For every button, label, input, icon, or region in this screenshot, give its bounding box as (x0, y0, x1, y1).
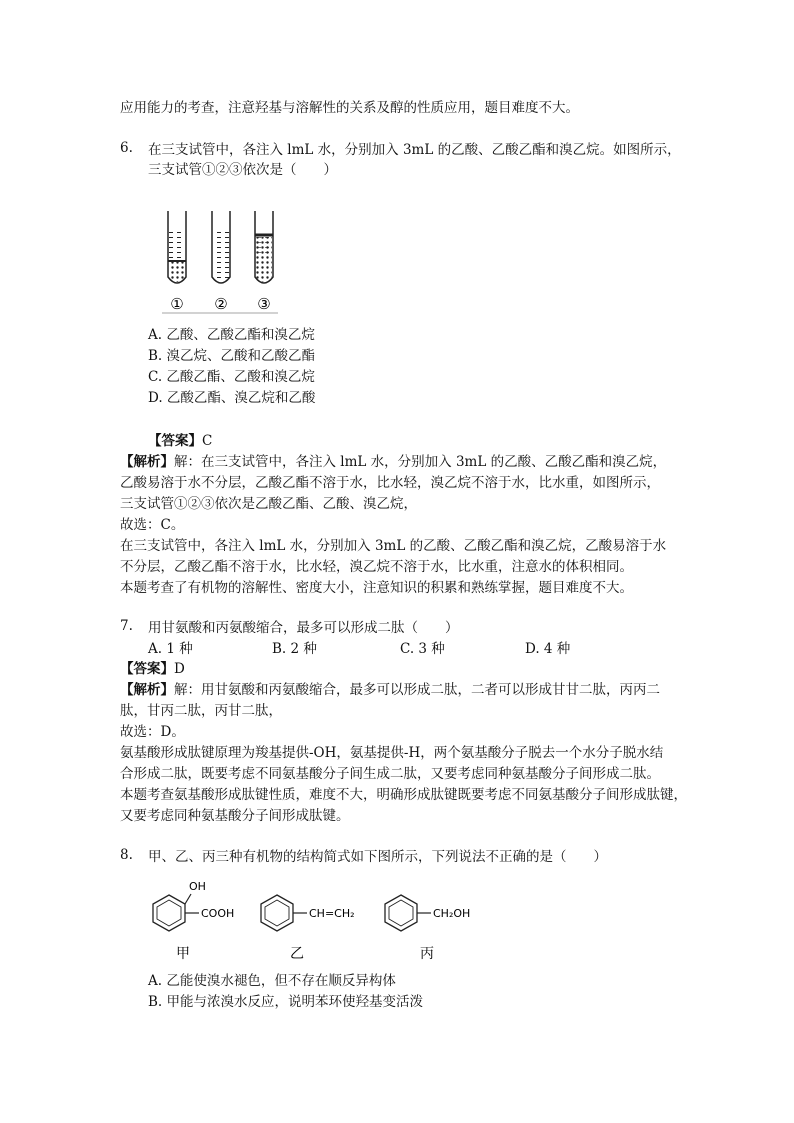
q8-option-a: A. 乙能使溴水褪色，但不存在顺反异构体 (148, 973, 396, 989)
q6-number: 6. (120, 140, 133, 156)
q6-answer-tag: 【答案】 (148, 433, 202, 449)
q7-stem: 用甘氨酸和丙氨酸缩合，最多可以形成二肽（ ） (148, 620, 459, 636)
q6-analysis-line3: 三支试管①②③依次是乙酸乙酯、乙酸、溴乙烷， (120, 496, 417, 512)
q8-number: 8. (120, 847, 133, 863)
q6-stem-line1: 在三支试管中，各注入 lmL 水，分别加入 3mL 的乙酸、乙酸乙酯和溴乙烷。如图所示， (148, 142, 681, 158)
q7-analysis-line3: 故选：D。 (120, 724, 185, 740)
q6-answer (148, 431, 212, 451)
structures-figure (145, 876, 485, 966)
q7-analysis-line6: 本题考查氨基酸形成肽键性质，难度不大，明确形成肽键既要考虑不同氨基酸分子间形成肽键， (120, 787, 687, 803)
tube-label-2: ② (214, 295, 228, 313)
q6-analysis-line6: 不分层，乙酸乙酯不溶于水，比水轻，溴乙烷不溶于水，比水重，注意水的体积相同。 (120, 559, 633, 575)
q6-analysis-line1 (120, 452, 666, 472)
q6-option-b: B. 溴乙烷、乙酸和乙酸乙酯 (148, 348, 316, 364)
q7-analysis-line5: 合形成二肽，既要考虑不同氨基酸分子间生成二肽，又要考虑同种氨基酸分子间形成二肽。 (120, 766, 660, 782)
q6-stem-line2: 三支试管①②③依次是（ ） (148, 162, 337, 178)
test-tube-3 (255, 211, 273, 283)
structure-label-jia: 甲 (176, 946, 190, 962)
structure-bing (385, 895, 470, 962)
test-tube-1 (168, 211, 186, 283)
test-tubes-figure (160, 205, 300, 315)
q7-option-a: A. 1 种 (148, 641, 193, 657)
q7-analysis-line2: 肽，甘丙二肽，丙甘二肽， (120, 703, 282, 719)
substituent-cooh: COOH (201, 907, 235, 920)
q6-analysis-tag: 【解析】 (120, 454, 174, 470)
structure-label-yi: 乙 (290, 946, 304, 962)
substituent-oh: OH (189, 880, 206, 893)
tube-label-3: ③ (257, 295, 271, 313)
q8-stem: 甲、乙、丙三种有机物的结构简式如下图所示，下列说法不正确的是（ ） (148, 849, 607, 865)
q7-option-c: C. 3 种 (400, 641, 445, 657)
q7-analysis-line4: 氨基酸形成肽键原理为羧基提供-OH，氨基提供-H，两个氨基酸分子脱去一个水分子脱水结 (120, 745, 664, 761)
q7-analysis-text-1: 解：用甘氨酸和丙氨酸缩合，最多可以形成二肽，二者可以形成甘甘二肽，丙丙二 (174, 682, 660, 698)
test-tube-2 (212, 211, 230, 283)
structure-label-bing: 丙 (420, 946, 434, 962)
intro-line: 应用能力的考查，注意羟基与溶解性的关系及醇的性质应用，题目难度不大。 (120, 100, 579, 116)
substituent-ch2oh: CH₂OH (433, 907, 471, 920)
q6-option-c: C. 乙酸乙酯、乙酸和溴乙烷 (148, 369, 315, 385)
q7-analysis-line1 (120, 680, 660, 700)
q6-analysis-line4: 故选：C。 (120, 517, 185, 533)
q7-answer-tag: 【答案】 (120, 661, 174, 677)
substituent-vinyl: CH=CH₂ (309, 907, 355, 920)
q6-analysis-line5: 在三支试管中，各注入 lmL 水，分别加入 3mL 的乙酸、乙酸乙酯和溴乙烷，乙酸易溶于水 (120, 538, 667, 554)
q7-analysis-line7: 又要考虑同种氨基酸分子间形成肽键。 (120, 808, 350, 824)
q7-option-b: B. 2 种 (272, 641, 317, 657)
q7-answer-value: D (174, 661, 185, 677)
structure-jia (153, 880, 234, 962)
q8-option-b: B. 甲能与浓溴水反应，说明苯环使羟基变活泼 (148, 994, 424, 1010)
q6-analysis-line2: 乙酸易溶于水不分层，乙酸乙酯不溶于水，比水轻，溴乙烷不溶于水，比水重，如图所示， (120, 475, 660, 491)
q7-number: 7. (120, 618, 133, 634)
q7-option-d: D. 4 种 (525, 641, 571, 657)
q6-analysis-line7: 本题考查了有机物的溶解性、密度大小，注意知识的积累和熟练掌握，题目难度不大。 (120, 580, 633, 596)
q7-analysis-tag: 【解析】 (120, 682, 174, 698)
tube-label-1: ① (170, 295, 184, 313)
q6-option-a: A. 乙酸、乙酸乙酯和溴乙烷 (148, 327, 315, 343)
q7-answer (120, 659, 185, 679)
q6-answer-value: C (202, 433, 213, 449)
q6-option-d: D. 乙酸乙酯、溴乙烷和乙酸 (148, 390, 316, 406)
structure-yi (261, 895, 355, 962)
q6-analysis-text-1: 解：在三支试管中，各注入 lmL 水，分别加入 3mL 的乙酸、乙酸乙酯和溴乙烷， (174, 454, 667, 470)
